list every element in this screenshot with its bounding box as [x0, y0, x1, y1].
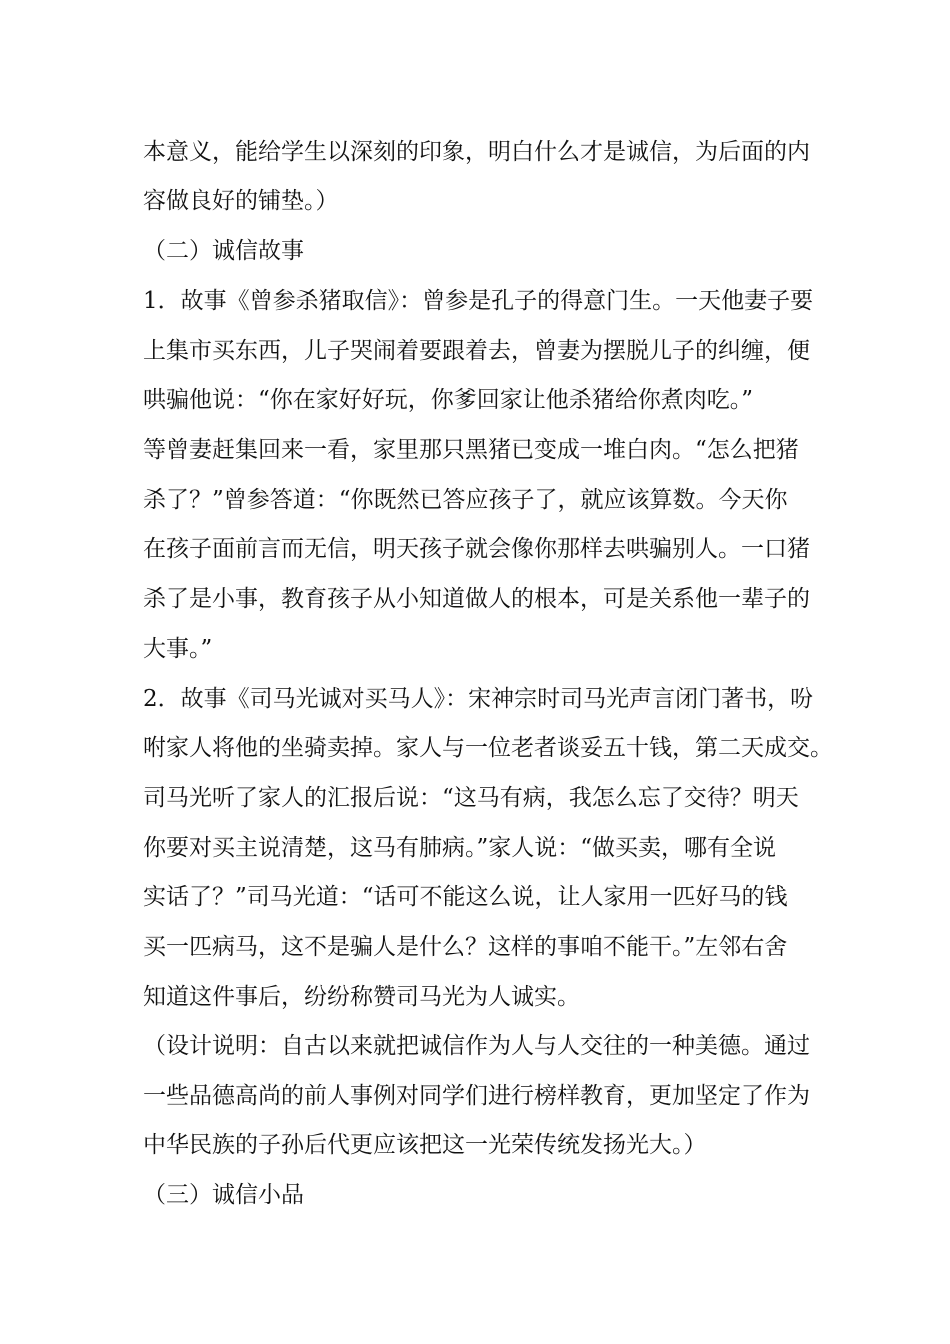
- text-line: 大事。”: [143, 636, 213, 662]
- text-line: 杀了是小事，教育孩子从小知道做人的根本，可是关系他一辈子的: [143, 586, 810, 612]
- text-line: 咐家人将他的坐骑卖掉。家人与一位老者谈妥五十钱，第二天成交。: [143, 735, 833, 761]
- section-heading: （三）诚信小品: [143, 1182, 304, 1208]
- text-line: 一些品德高尚的前人事例对同学们进行榜样教育，更加坚定了作为: [143, 1083, 810, 1109]
- text-line: 买一匹病马，这不是骗人是什么？这样的事咱不能干。”左邻右舍: [143, 934, 788, 960]
- text-line: 在孩子面前言而无信，明天孩子就会像你那样去哄骗别人。一口猪: [143, 536, 810, 562]
- text-line: 2．故事《司马光诚对买马人》：宋神宗时司马光声言闭门著书，吩: [143, 686, 814, 712]
- text-line: 中华民族的子孙后代更应该把这一光荣传统发扬光大。）: [143, 1132, 707, 1158]
- text-line: 你要对买主说清楚，这马有肺病。”家人说：“做买卖，哪有全说: [143, 835, 777, 861]
- text-line: 司马光听了家人的汇报后说：“这马有病，我怎么忘了交待？明天: [143, 785, 799, 811]
- text-line: 本意义，能给学生以深刻的印象，明白什么才是诚信，为后面的内: [143, 139, 810, 165]
- text-line: 杀了？”曾参答道：“你既然已答应孩子了，就应该算数。今天你: [143, 487, 788, 513]
- text-line: 知道这件事后，纷纷称赞司马光为人诚实。: [143, 984, 580, 1010]
- text-line: 1．故事《曾参杀猪取信》：曾参是孔子的得意门生。一天他妻子要: [143, 288, 814, 314]
- text-line: 容做良好的铺垫。）: [143, 188, 339, 214]
- text-line: 实话了？”司马光道：“话可不能这么说，让人家用一匹好马的钱: [143, 884, 788, 910]
- text-line: 等曾妻赶集回来一看，家里那只黑猪已变成一堆白肉。“怎么把猪: [143, 437, 799, 463]
- section-heading: （二）诚信故事: [143, 238, 304, 264]
- text-line: （设计说明：自古以来就把诚信作为人与人交往的一种美德。通过: [143, 1033, 810, 1059]
- text-line: 哄骗他说：“你在家好好玩，你爹回家让他杀猪给你煮肉吃。”: [143, 387, 754, 413]
- text-line: 上集市买东西，儿子哭闹着要跟着去，曾妻为摆脱儿子的纠缠，便: [143, 338, 810, 364]
